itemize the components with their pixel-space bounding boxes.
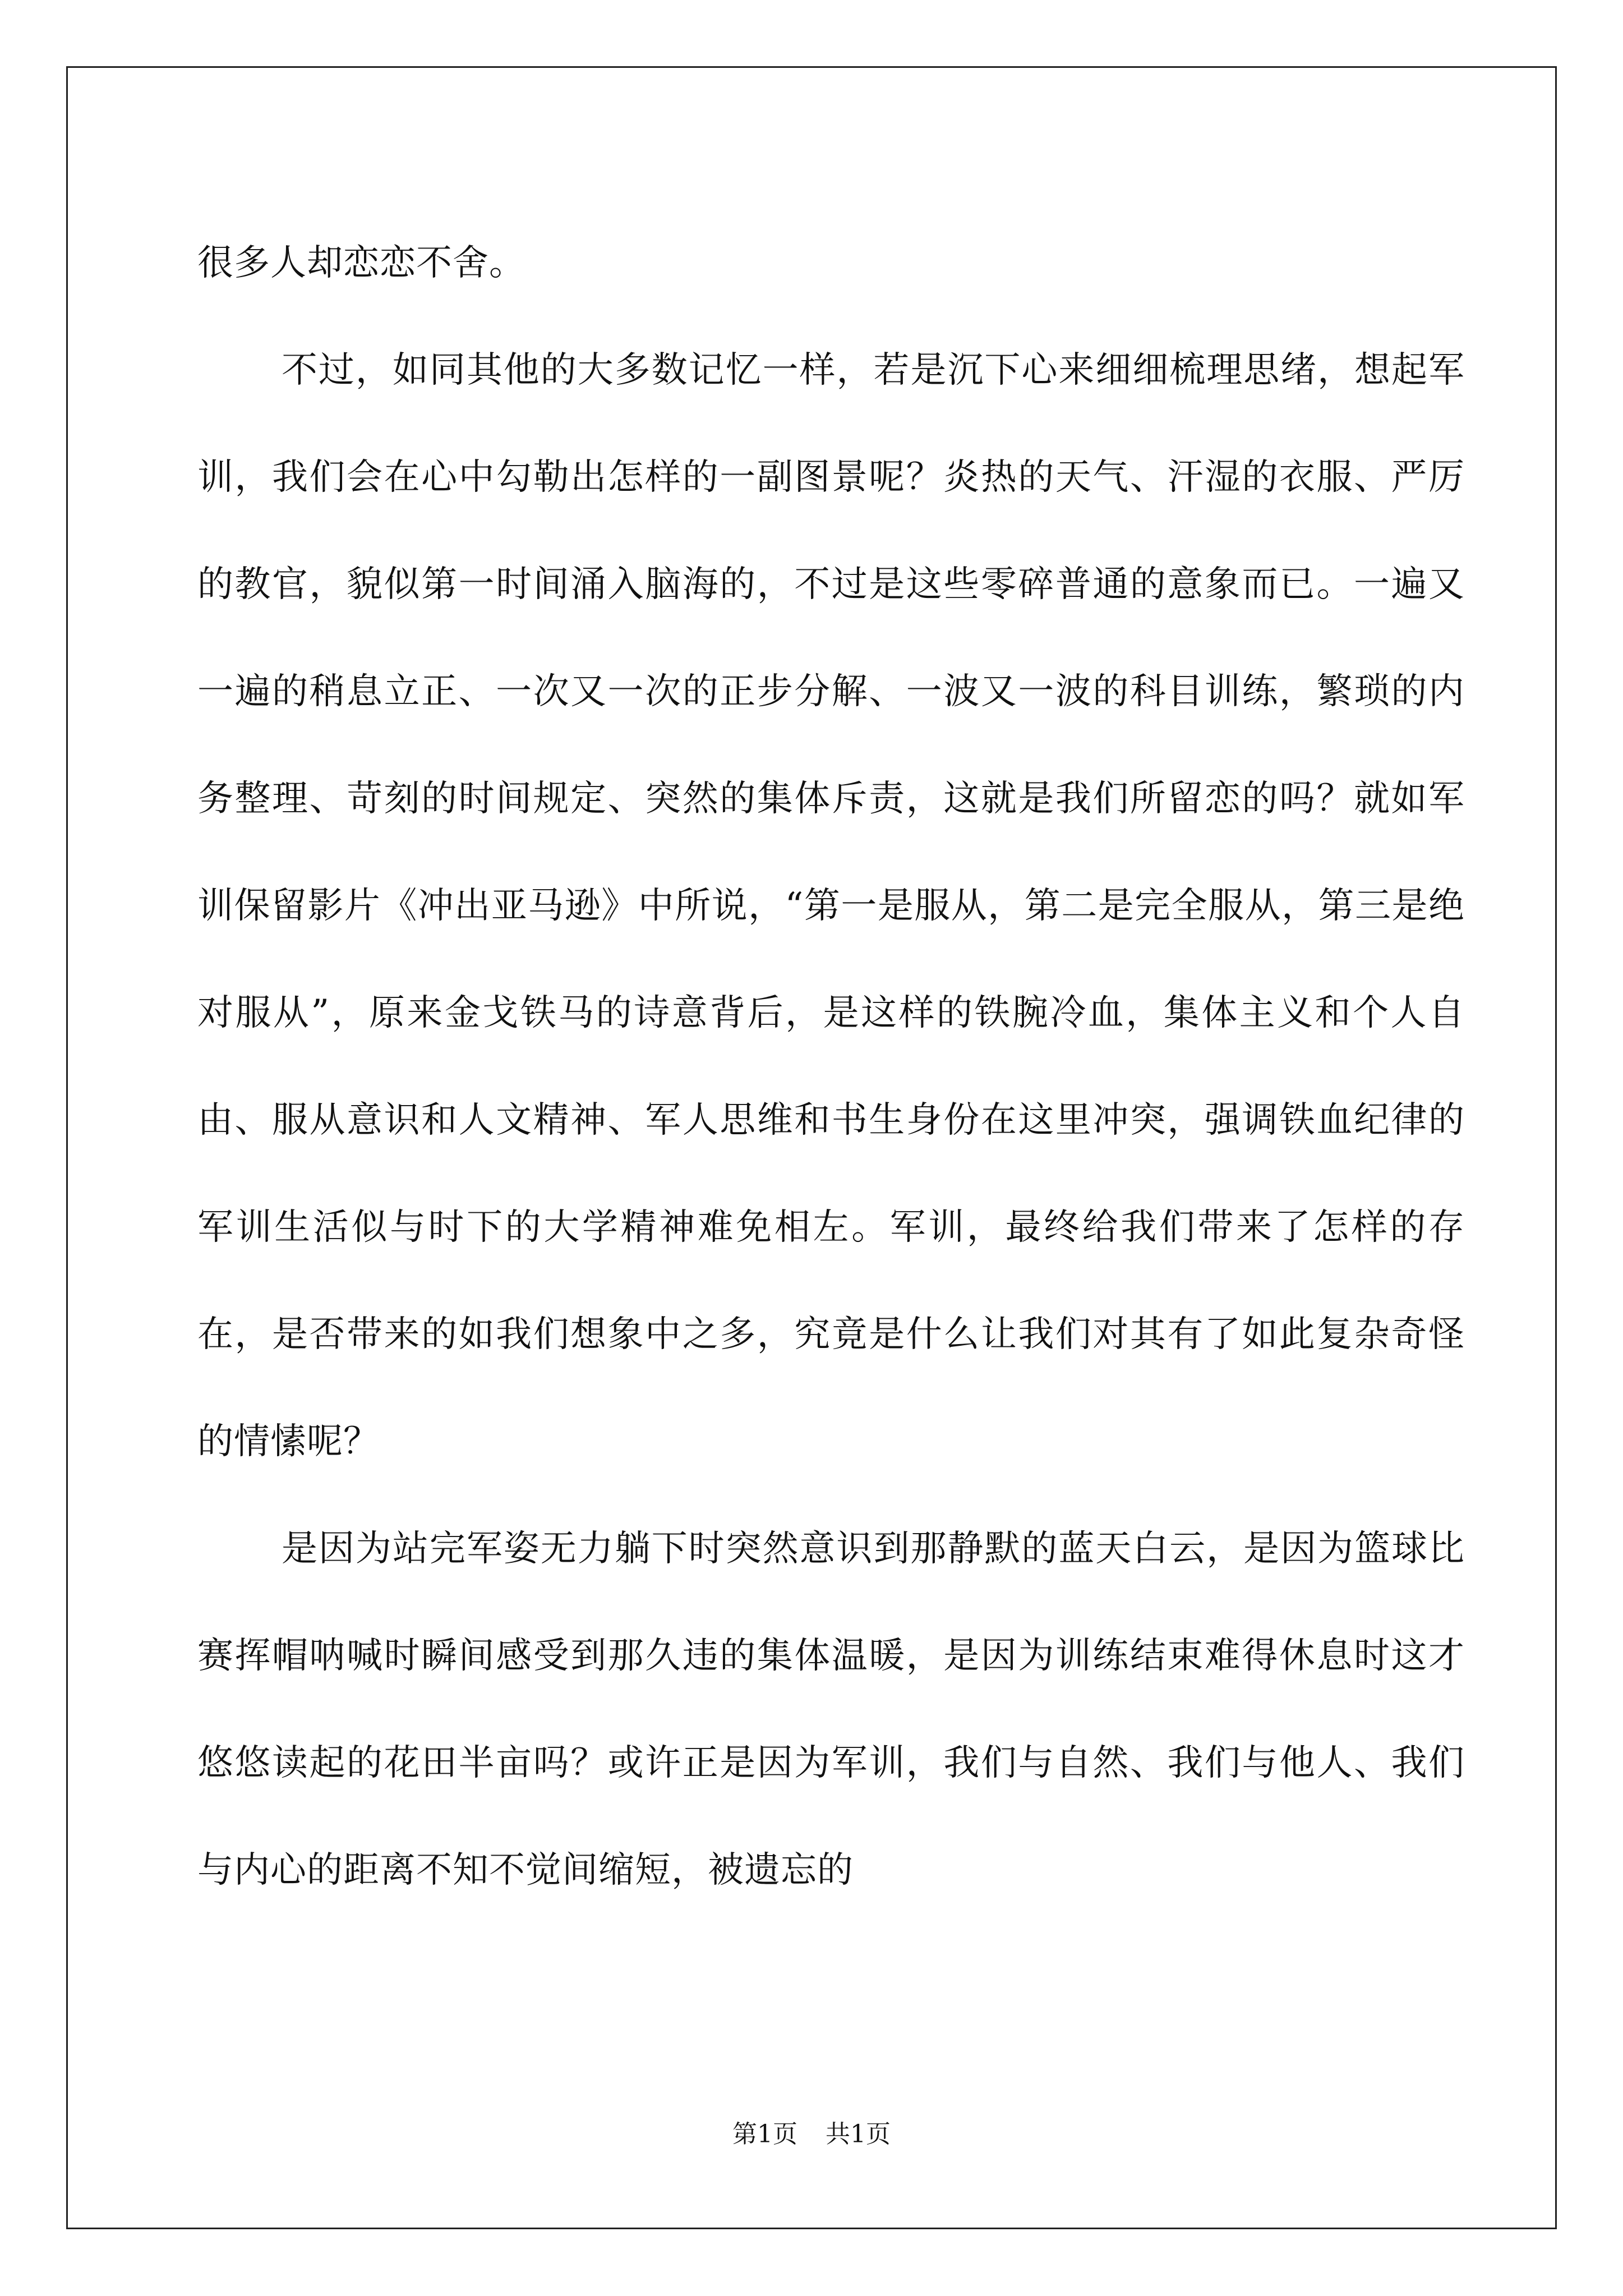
page-footer bbox=[0, 2118, 1623, 2151]
document-body bbox=[197, 210, 1465, 1924]
paragraph: 不过，如同其他的大多数记忆一样，若是沉下心来细细梳理思绪，想起军训，我们会在心中勾勒出怎样的一副图景呢？炎热的天气、汗湿的衣服、严厉的教官，貌似第一时间涌入脑海的，不过是这些零碎普通的意象而已。一遍又一遍的稍息立正、一次又一次的正步分解、一波又一波的科目训练，繁琐的内务整理、苛刻的时间规定、突然的集体斥责，这就是我们所留恋的吗？就如军训保留影片《冲出亚马逊》中所说，“第一是服从，第二是完全服从，第三是绝对服从”，原来金戈铁马的诗意背后，是这样的铁腕冷血，集体主义和个人自由、服从意识和人文精神、军人思维和书生身份在这里冲突，强调铁血纪律的军训生活似与时下的大学精神难免相左。军训，最终给我们带来了怎样的存在，是否带来的如我们想象中之多，究竟是什么让我们对其有了如此复杂奇怪的情愫呢？ bbox=[197, 349, 1465, 1462]
paragraph: 是因为站完军姿无力躺下时突然意识到那静默的蓝天白云，是因为篮球比赛挥帽呐喊时瞬间感受到那久违的集体温暖，是因为训练结束难得休息时这才悠悠读起的花田半亩吗？或许正是因为军训，我们与自然、我们与他人、我们与内心的距离不知不觉间缩短，被遗忘的 bbox=[197, 1528, 1465, 1891]
paragraph-continuation: 很多人却恋恋不舍。 bbox=[197, 242, 525, 284]
page-total: 共1页 bbox=[826, 2120, 891, 2148]
page-number: 第1页 bbox=[732, 2120, 797, 2148]
